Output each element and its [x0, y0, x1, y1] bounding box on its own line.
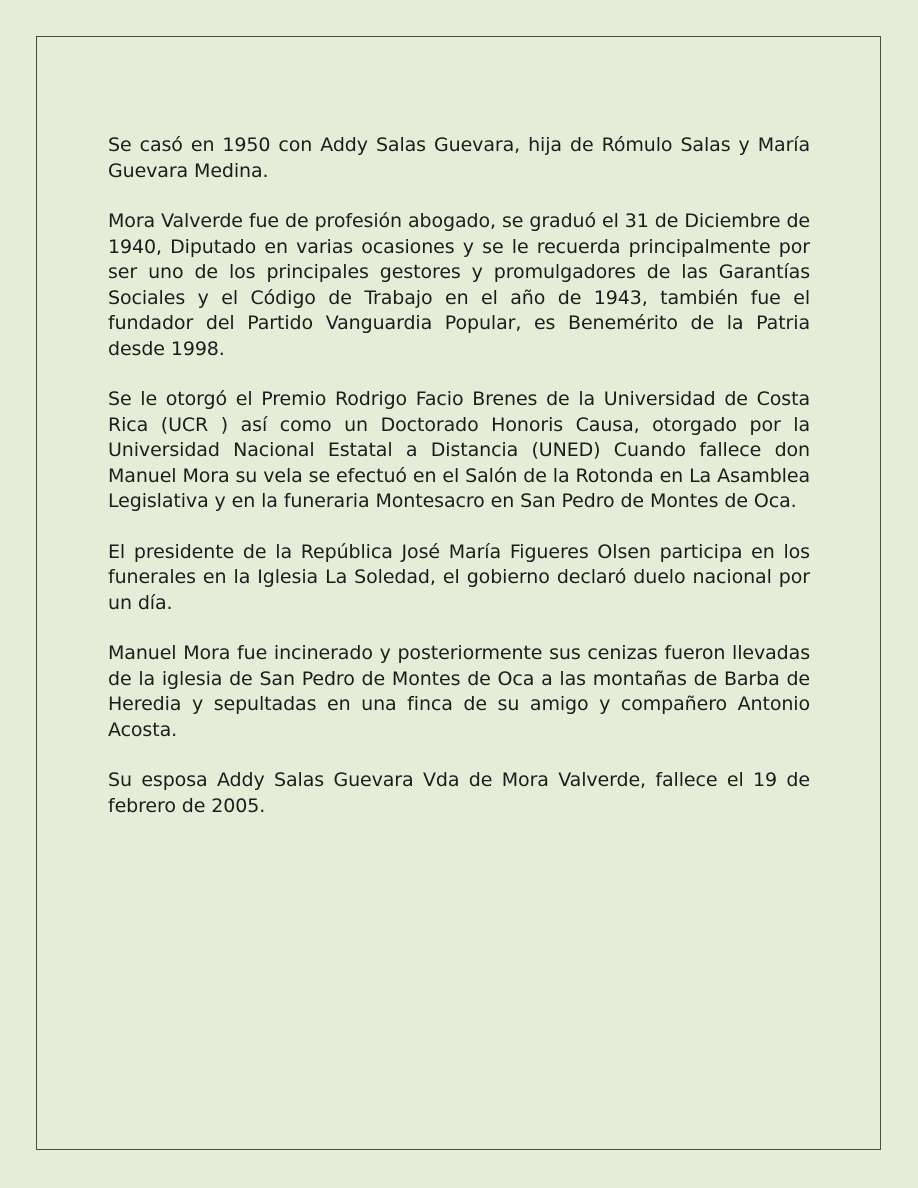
paragraph-wife: Su esposa Addy Salas Guevara Vda de Mora Valverde, fallece el 19 de febrero de 2005.: [108, 769, 810, 817]
paragraph-marriage: Se casó en 1950 con Addy Salas Guevara, hija de Rómulo Salas y María Guevara Medina.: [108, 134, 810, 182]
paragraph-ashes: Manuel Mora fue incinerado y posteriormente sus cenizas fueron llevadas de la iglesia de San Pedro de Montes de Oca a las montañas de Barba de Heredia y sepultadas en una finca de su amigo y compañero Antonio Acosta.: [108, 642, 810, 741]
paragraph-career: Mora Valverde fue de profesión abogado, se graduó el 31 de Diciembre de 1940, Diputado en varias ocasiones y se le recuerda principalmente por ser uno de los principales gestores y promulgadores de las Garantías Sociales y el Código de Trabajo en el año de 1943, también fue el fundador del Partido Vanguardia Popular, es Benemérito de la Patria desde 1998.: [108, 210, 810, 360]
paragraph-honors: Se le otorgó el Premio Rodrigo Facio Brenes de la Universidad de Costa Rica (UCR ) así como un Doctorado Honoris Causa, otorgado por la Universidad Nacional Estatal a Distancia (UNED) Cuando fallece don Manuel Mora su vela se efectuó en el Salón de la Rotonda en La Asamblea Legislativa y en la funeraria Montesacro en San Pedro de Montes de Oca.: [108, 388, 810, 512]
paragraph-funeral: El presidente de la República José María Figueres Olsen participa en los funerales en la Iglesia La Soledad, el gobierno declaró duelo nacional por un día.: [108, 540, 810, 614]
document-body: [108, 133, 810, 844]
